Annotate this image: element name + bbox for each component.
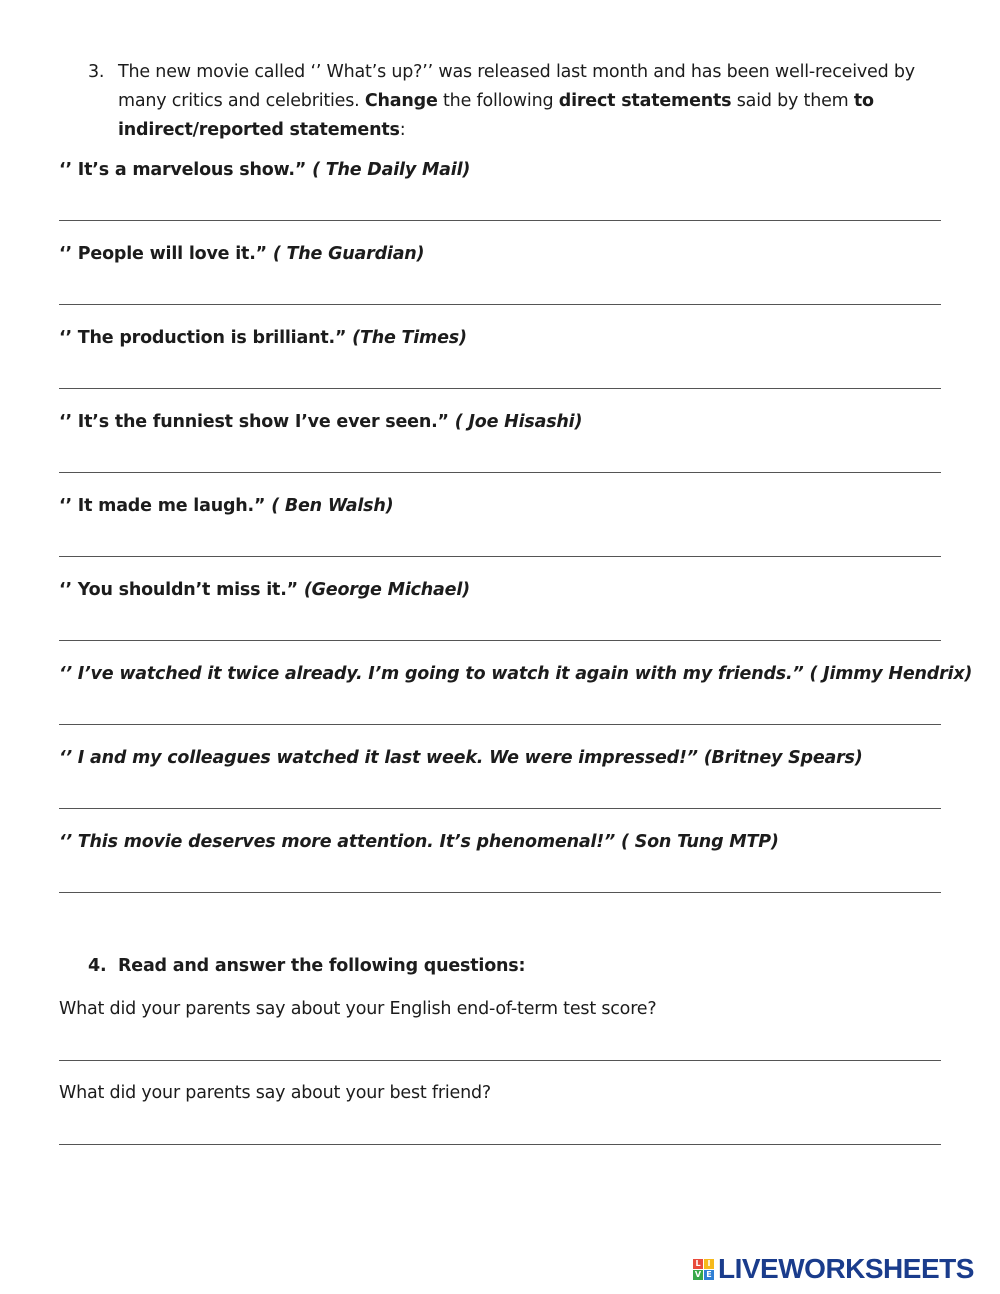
logo-badge-letter: V (694, 1269, 702, 1279)
liveworksheets-logo (693, 1254, 974, 1284)
quote-source: ( Son Tung MTP) (621, 832, 779, 852)
exercise-number: 4. (88, 956, 107, 976)
quote-statement (59, 244, 424, 264)
logo-badge-letter: L (693, 1259, 703, 1269)
quote-text: ‘’ It made me laugh.” (59, 496, 272, 516)
quote-statement (59, 496, 393, 516)
answer-line[interactable] (59, 304, 941, 305)
logo-badge-letter: E (704, 1270, 714, 1280)
answer-line[interactable] (59, 1060, 941, 1061)
logo-badge-icon (693, 1259, 714, 1280)
exercise-title-text: Read and answer the following questions: (118, 956, 526, 976)
exercise-3-instructions (88, 58, 958, 145)
instruction-keyword: Change (364, 91, 438, 111)
instruction-part: the following (437, 91, 559, 111)
quote-statement (59, 748, 863, 768)
quote-source: (The Times) (352, 328, 467, 348)
instruction-part: said by them (731, 91, 854, 111)
quote-statement (59, 328, 467, 348)
quote-text: ‘’ The production is brilliant.” (59, 328, 353, 348)
quote-statement (59, 832, 779, 852)
quote-text: ‘’ People will love it.” (59, 244, 273, 264)
quote-statement (59, 160, 470, 180)
answer-line[interactable] (59, 472, 941, 473)
exercise-number: 3. (88, 62, 105, 82)
quote-source: ( Jimmy Hendrix) (809, 664, 973, 684)
quote-text: ‘’ It’s the funniest show I’ve ever seen.” (59, 412, 455, 432)
instruction-keyword: to indirect/reported statements (118, 91, 874, 140)
quote-text: ‘’ This movie deserves more attention. It’s phenomenal!” (59, 832, 621, 852)
quote-source: (Britney Spears) (703, 748, 863, 768)
quote-text: ‘’ I and my colleagues watched it last week. We were impressed!” (59, 748, 704, 768)
quote-statement (59, 412, 582, 432)
instruction-keyword: direct statements (558, 91, 732, 111)
quote-source: ( Ben Walsh) (271, 496, 394, 516)
answer-line[interactable] (59, 808, 941, 809)
instruction-part: : (399, 120, 406, 140)
exercise-4-title (88, 956, 525, 976)
answer-line[interactable] (59, 220, 941, 221)
instruction-part: The new movie called ‘’ What’s up?’’ was released last month and has been well-received by many critics and celebrities. (118, 62, 915, 111)
logo-text: LIVEWORKSHEETS (718, 1253, 974, 1284)
quote-statement (59, 580, 470, 600)
question-text: What did your parents say about your best friend? (59, 1083, 491, 1103)
quote-source: ( The Daily Mail) (312, 160, 471, 180)
answer-line[interactable] (59, 724, 941, 725)
quote-source: (George Michael) (303, 580, 470, 600)
instruction-text (118, 58, 958, 145)
logo-badge-letter: I (704, 1259, 714, 1269)
quote-text: ‘’ You shouldn’t miss it.” (59, 580, 304, 600)
question-text: What did your parents say about your English end-of-term test score? (59, 999, 657, 1019)
answer-line[interactable] (59, 556, 941, 557)
answer-line[interactable] (59, 1144, 941, 1145)
answer-line[interactable] (59, 892, 941, 893)
answer-line[interactable] (59, 388, 941, 389)
quote-text: ‘’ I’ve watched it twice already. I’m going to watch it again with my friends.” (59, 664, 810, 684)
quote-statement (59, 664, 972, 684)
quote-source: ( Joe Hisashi) (454, 412, 583, 432)
answer-line[interactable] (59, 640, 941, 641)
quote-source: ( The Guardian) (272, 244, 425, 264)
quote-text: ‘’ It’s a marvelous show.” (59, 160, 313, 180)
